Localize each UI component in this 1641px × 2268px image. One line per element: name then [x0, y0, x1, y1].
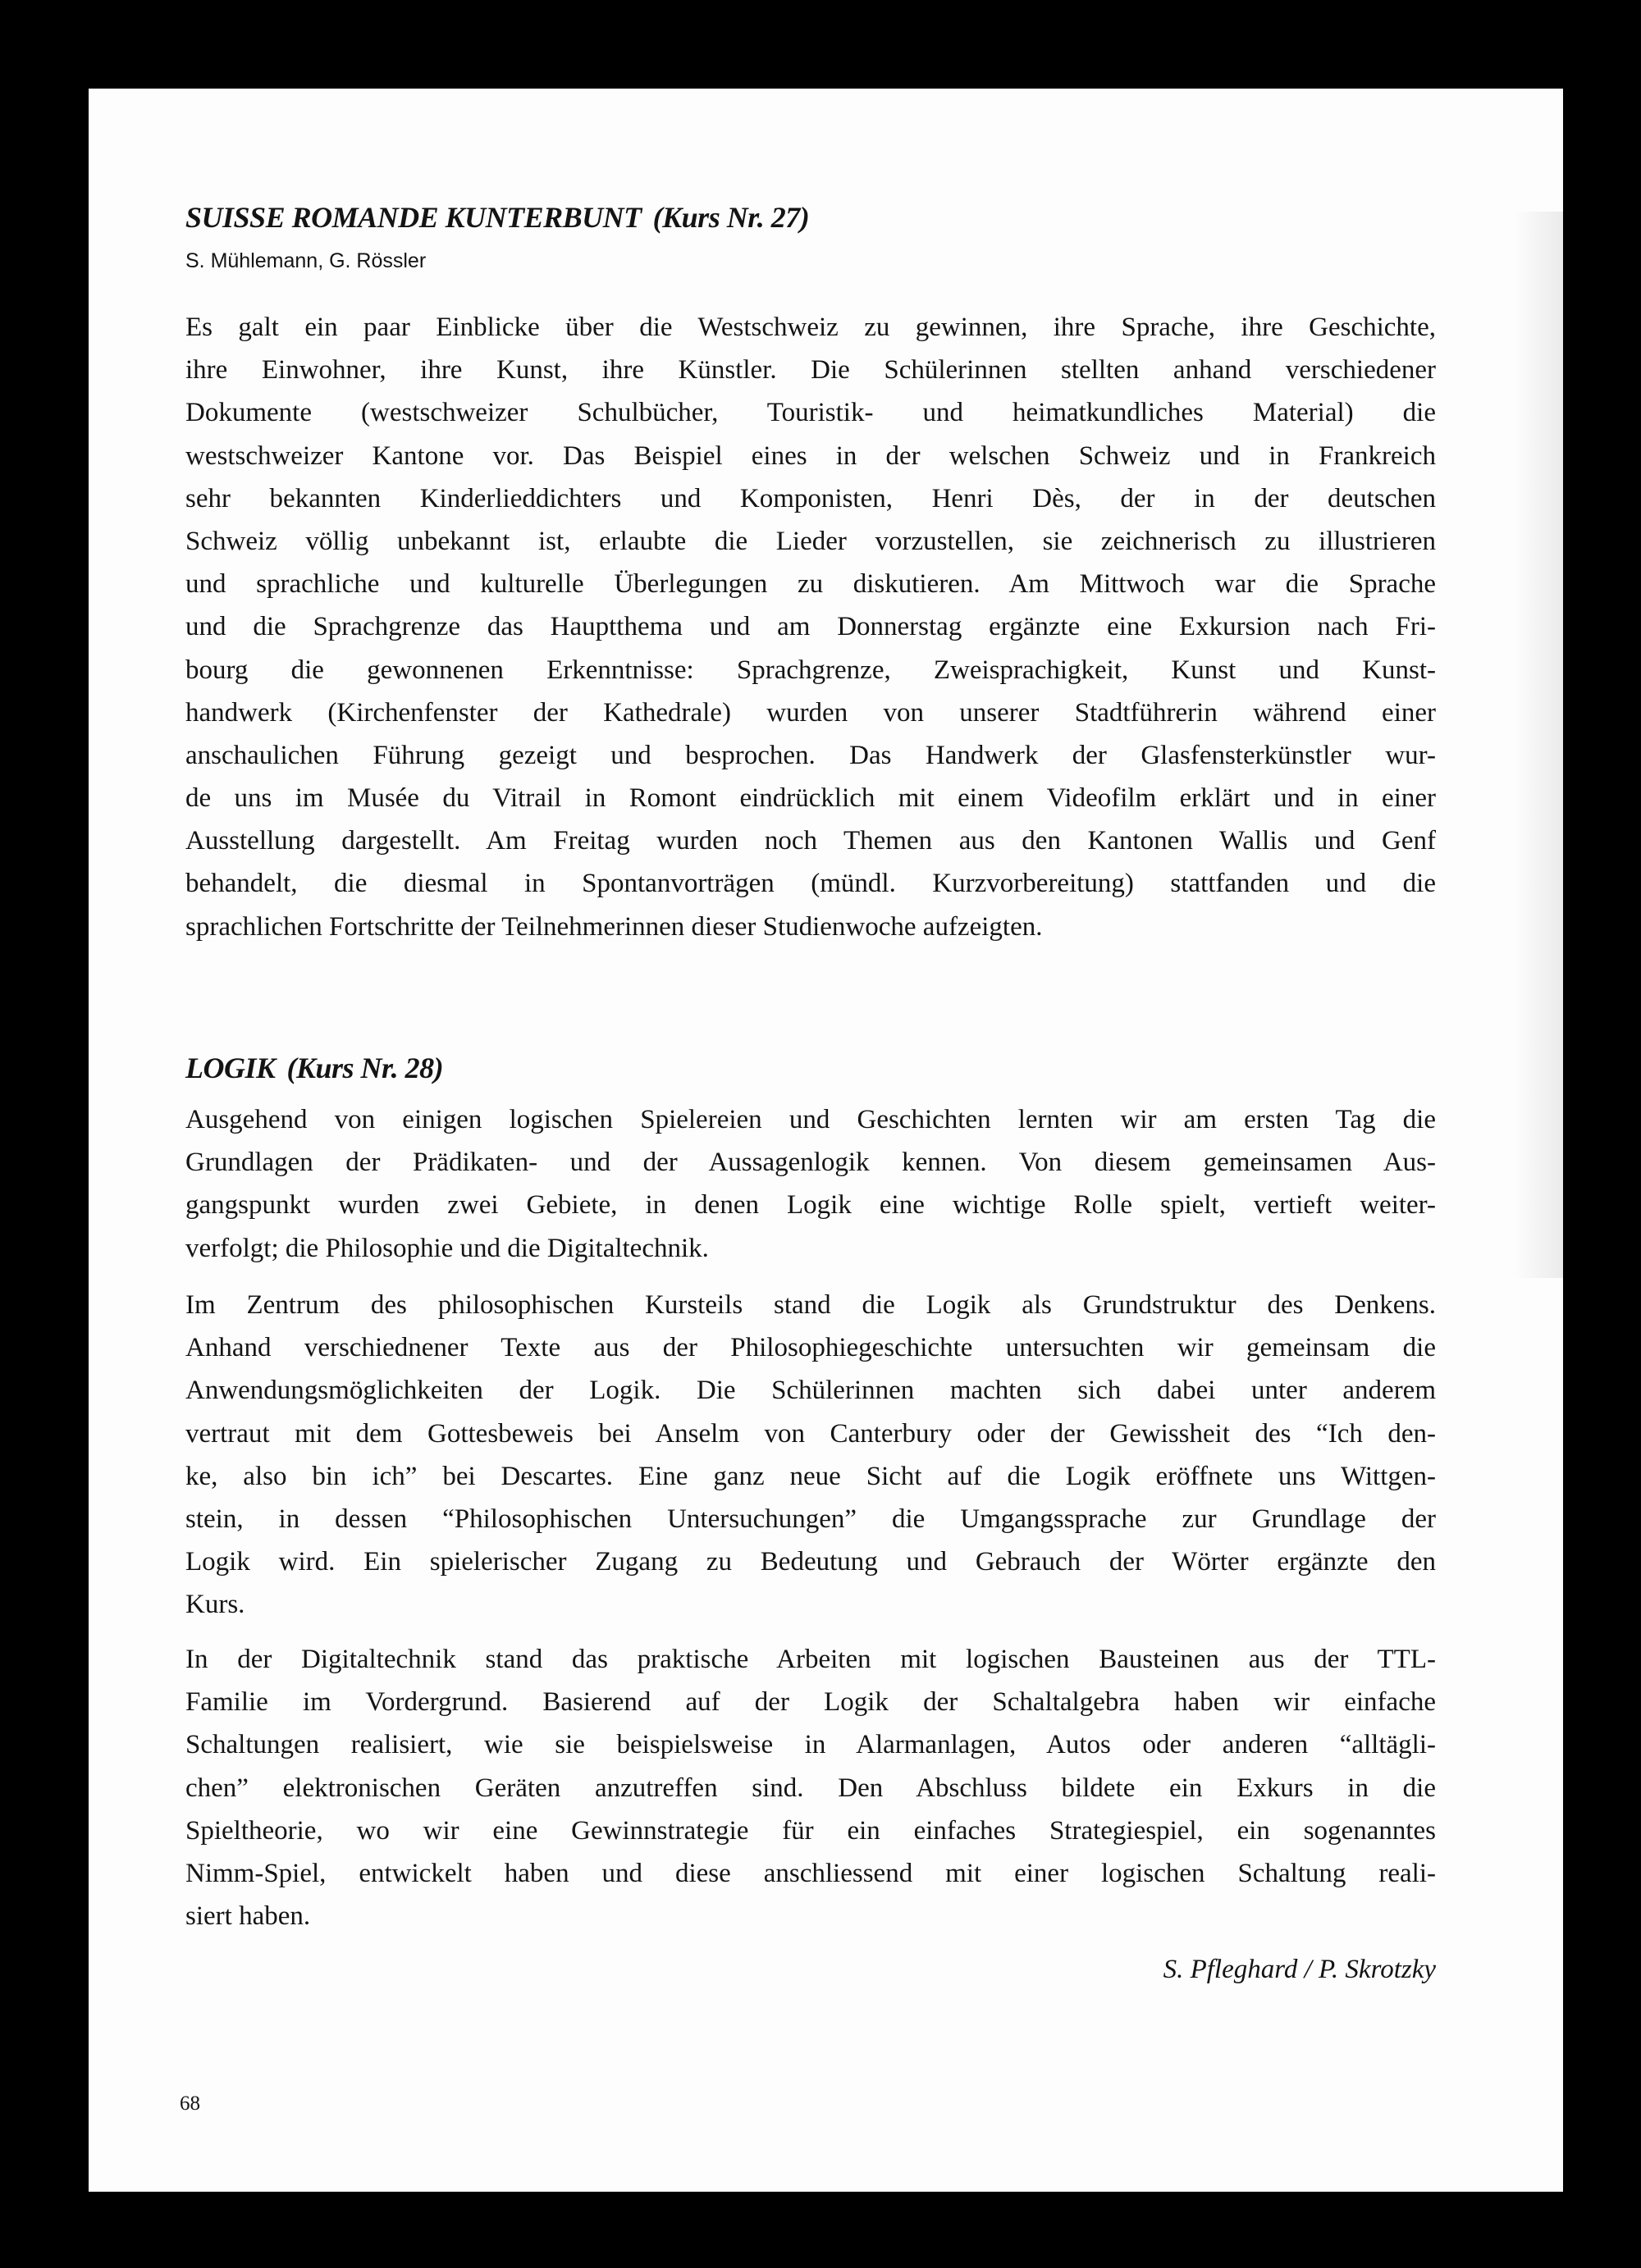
- paragraph-suisse-romande: [185, 306, 1436, 948]
- text-line: stein, in dessen “Philosophischen Untersuchungen” die Umgangssprache zur Grundlage der: [185, 1504, 1436, 1534]
- text-line: ihre Einwohner, ihre Kunst, ihre Künstler. Die Schülerinnen stellten anhand verschiedener: [185, 355, 1436, 386]
- text-line: Schaltungen realisiert, wie sie beispielsweise in Alarmanlagen, Autos oder anderen “alltägli-: [185, 1730, 1436, 1760]
- text-line: sehr bekannten Kinderlieddichters und Komponisten, Henri Dès, der in der deutschen: [185, 483, 1436, 513]
- scan-edge-shadow: [1514, 212, 1563, 1278]
- section-title: SUISSE ROMANDE KUNTERBUNT: [185, 201, 642, 234]
- text-line: ke, also bin ich” bei Descartes. Eine ganz neue Sicht auf die Logik eröffnete uns Wittgen-: [185, 1461, 1436, 1491]
- text-line: Anhand verschiednener Texte aus der Philosophiegeschichte untersuchten wir gemeinsam die: [185, 1333, 1436, 1363]
- text-line: Nimm-Spiel, entwickelt haben und diese anschliessend mit einer logischen Schaltung reali-: [185, 1858, 1436, 1888]
- text-line: Anwendungsmöglichkeiten der Logik. Die Schülerinnen machten sich dabei unter anderem: [185, 1376, 1436, 1406]
- text-line: Grundlagen der Prädikaten- und der Aussagenlogik kennen. Von diesem gemeinsamen Aus-: [185, 1148, 1436, 1178]
- text-line: und die Sprachgrenze das Hauptthema und am Donnerstag ergänzte eine Exkursion nach Fri-: [185, 612, 1436, 642]
- text-line: Kurs.: [185, 1590, 245, 1620]
- text-line: In der Digitaltechnik stand das praktische Arbeiten mit logischen Bausteinen aus der TTL-: [185, 1645, 1436, 1674]
- paragraph-logik-2: [185, 1284, 1436, 1627]
- text-line: Dokumente (westschweizer Schulbücher, Touristik- und heimatkundliches Material) die: [185, 398, 1436, 428]
- text-line: und sprachliche und kulturelle Überlegungen zu diskutieren. Am Mittwoch war die Sprache: [185, 569, 1436, 600]
- text-line: Familie im Vordergrund. Basierend auf der Logik der Schaltalgebra haben wir einfache: [185, 1687, 1436, 1718]
- text-line: Logik wird. Ein spielerischer Zugang zu Bedeutung und Gebrauch der Wörter ergänzte den: [185, 1547, 1436, 1577]
- text-line: bourg die gewonnenen Erkenntnisse: Sprachgrenze, Zweisprachigkeit, Kunst und Kunst-: [185, 655, 1436, 685]
- page-number: 68: [180, 2092, 200, 2115]
- text-line: Ausgehend von einigen logischen Spielereien und Geschichten lernten wir am ersten Tag die: [185, 1105, 1436, 1134]
- text-line: handwerk (Kirchenfenster der Kathedrale) wurden von unserer Stadtführerin während einer: [185, 697, 1436, 728]
- section-heading-suisse-romande: [185, 196, 1436, 239]
- text-line: westschweizer Kantone vor. Das Beispiel eines in der welschen Schweiz und in Frankreich: [185, 440, 1436, 471]
- section-title: LOGIK: [185, 1052, 276, 1084]
- text-line: Im Zentrum des philosophischen Kursteils stand die Logik als Grundstruktur des Denkens.: [185, 1290, 1436, 1320]
- text-line: anschaulichen Führung gezeigt und besprochen. Das Handwerk der Glasfensterkünstler wur-: [185, 740, 1436, 770]
- text-line: Ausstellung dargestellt. Am Freitag wurden noch Themen aus den Kantonen Wallis und Genf: [185, 826, 1436, 856]
- course-number: (Kurs Nr. 28): [286, 1052, 444, 1084]
- text-line: verfolgt; die Philosophie und die Digitaltechnik.: [185, 1233, 709, 1263]
- text-line: Spieltheorie, wo wir eine Gewinnstrategie für ein einfaches Strategiespiel, ein sogenanntes: [185, 1815, 1436, 1846]
- text-line: Schweiz völlig unbekannt ist, erlaubte die Lieder vorzustellen, sie zeichnerisch zu illustrieren: [185, 526, 1436, 556]
- paragraph-logik-3: [185, 1638, 1436, 1937]
- text-line: behandelt, die diesmal in Spontanvorträgen (mündl. Kurzvorbereitung) stattfanden und die: [185, 869, 1436, 899]
- section-heading-logik: [185, 1047, 1436, 1089]
- text-line: Es galt ein paar Einblicke über die Westschweiz zu gewinnen, ihre Sprache, ihre Geschichte,: [185, 313, 1436, 342]
- paragraph-logik-1: [185, 1098, 1436, 1270]
- text-line: gangspunkt wurden zwei Gebiete, in denen Logik eine wichtige Rolle spielt, vertieft weiter-: [185, 1190, 1436, 1221]
- signature: S. Pfleghard / P. Skrotzky: [1163, 1955, 1436, 1984]
- course-number: (Kurs Nr. 27): [652, 201, 810, 234]
- text-line: sprachlichen Fortschritte der Teilnehmerinnen dieser Studienwoche aufzeigten.: [185, 911, 1043, 942]
- text-line: vertraut mit dem Gottesbeweis bei Anselm von Canterbury oder der Gewissheit des “Ich den-: [185, 1418, 1436, 1449]
- text-line: chen” elektronischen Geräten anzutreffen sind. Den Abschluss bildete ein Exkurs in die: [185, 1773, 1436, 1803]
- authors: S. Mühlemann, G. Rössler: [185, 249, 427, 272]
- text-line: de uns im Musée du Vitrail in Romont eindrücklich mit einem Videofilm erklärt und in einer: [185, 783, 1436, 814]
- text-line: siert haben.: [185, 1901, 311, 1932]
